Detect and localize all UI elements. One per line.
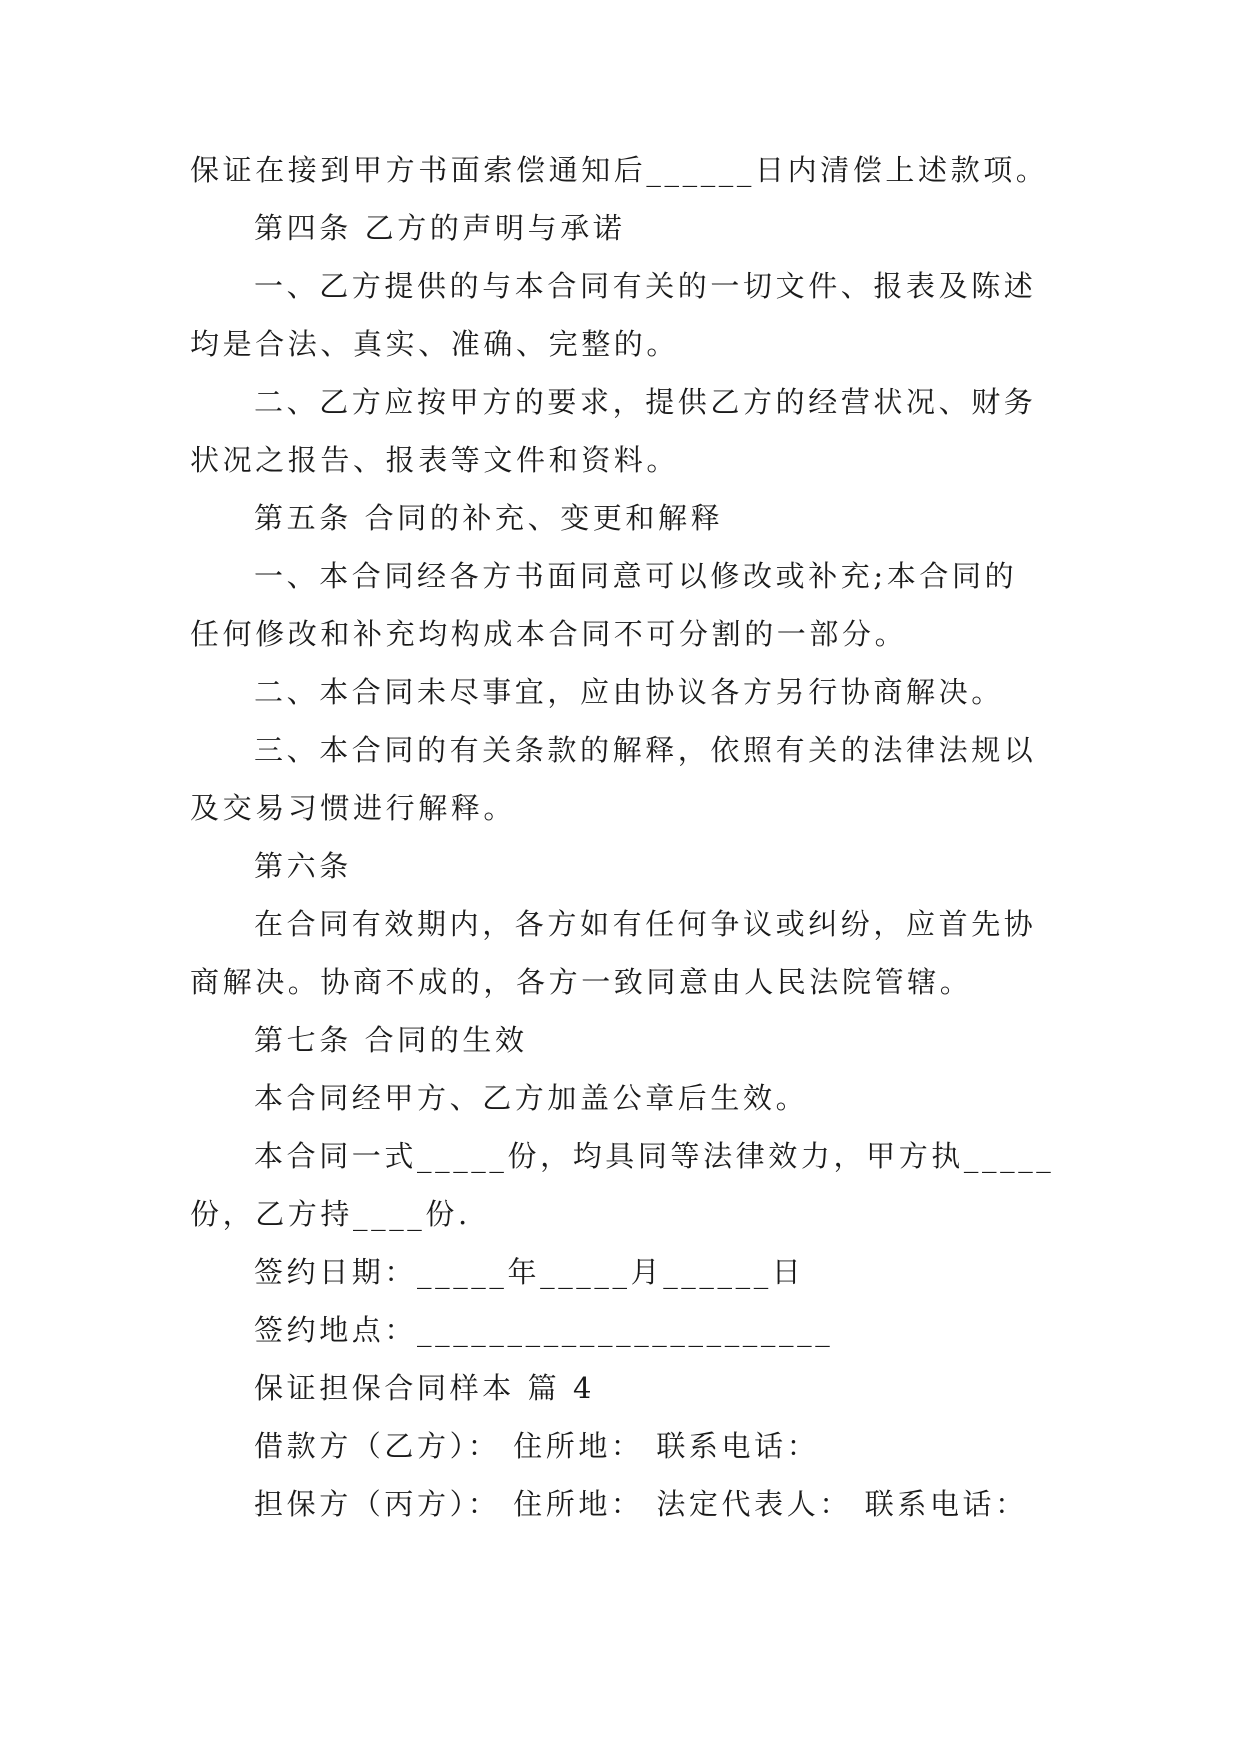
text-line-12: 及交易习惯进行解释。 — [190, 791, 517, 825]
text-line-18: 本合同一式_____份，均具同等法律效力，甲方执_____ — [254, 1139, 1055, 1173]
guarantor-line: 担保方（丙方）： 住所地： 法定代表人： 联系电话： — [254, 1487, 1028, 1521]
text-line-9: 任何修改和补充均构成本合同不可分割的一部分。 — [190, 617, 908, 651]
text-line-14: 在合同有效期内，各方如有任何争议或纠纷，应首先协 — [254, 907, 1037, 941]
text-line-6: 状况之报告、报表等文件和资料。 — [190, 443, 680, 477]
text-line-17: 本合同经甲方、乙方加盖公章后生效。 — [254, 1081, 809, 1115]
section-heading-5: 第五条 合同的补充、变更和解释 — [254, 501, 724, 535]
signing-date-line: 签约日期：_____年_____月______日 — [254, 1255, 805, 1289]
text-line-15: 商解决。协商不成的，各方一致同意由人民法院管辖。 — [190, 965, 973, 999]
text-line-10: 二、本合同未尽事宜，应由协议各方另行协商解决。 — [254, 675, 1004, 709]
text-line-8: 一、本合同经各方书面同意可以修改或补充;本合同的 — [254, 559, 1018, 593]
signing-place-line: 签约地点：_______________________ — [254, 1313, 834, 1347]
text-line-1: 保证在接到甲方书面索偿通知后______日内清偿上述款项。 — [190, 153, 1049, 187]
text-line-5: 二、乙方应按甲方的要求，提供乙方的经营状况、财务 — [254, 385, 1037, 419]
section-heading-6: 第六条 — [254, 849, 352, 883]
section-heading-7: 第七条 合同的生效 — [254, 1023, 528, 1057]
text-line-3: 一、乙方提供的与本合同有关的一切文件、报表及陈述 — [254, 269, 1037, 303]
section-heading-sample-4: 保证担保合同样本 篇 4 — [254, 1371, 596, 1405]
text-line-4: 均是合法、真实、准确、完整的。 — [190, 327, 680, 361]
borrower-line: 借款方（乙方）： 住所地： 联系电话： — [254, 1429, 820, 1463]
text-line-11: 三、本合同的有关条款的解释，依照有关的法律法规以 — [254, 733, 1037, 767]
text-line-19: 份，乙方持____份. — [190, 1197, 471, 1231]
section-heading-4: 第四条 乙方的声明与承诺 — [254, 211, 626, 245]
